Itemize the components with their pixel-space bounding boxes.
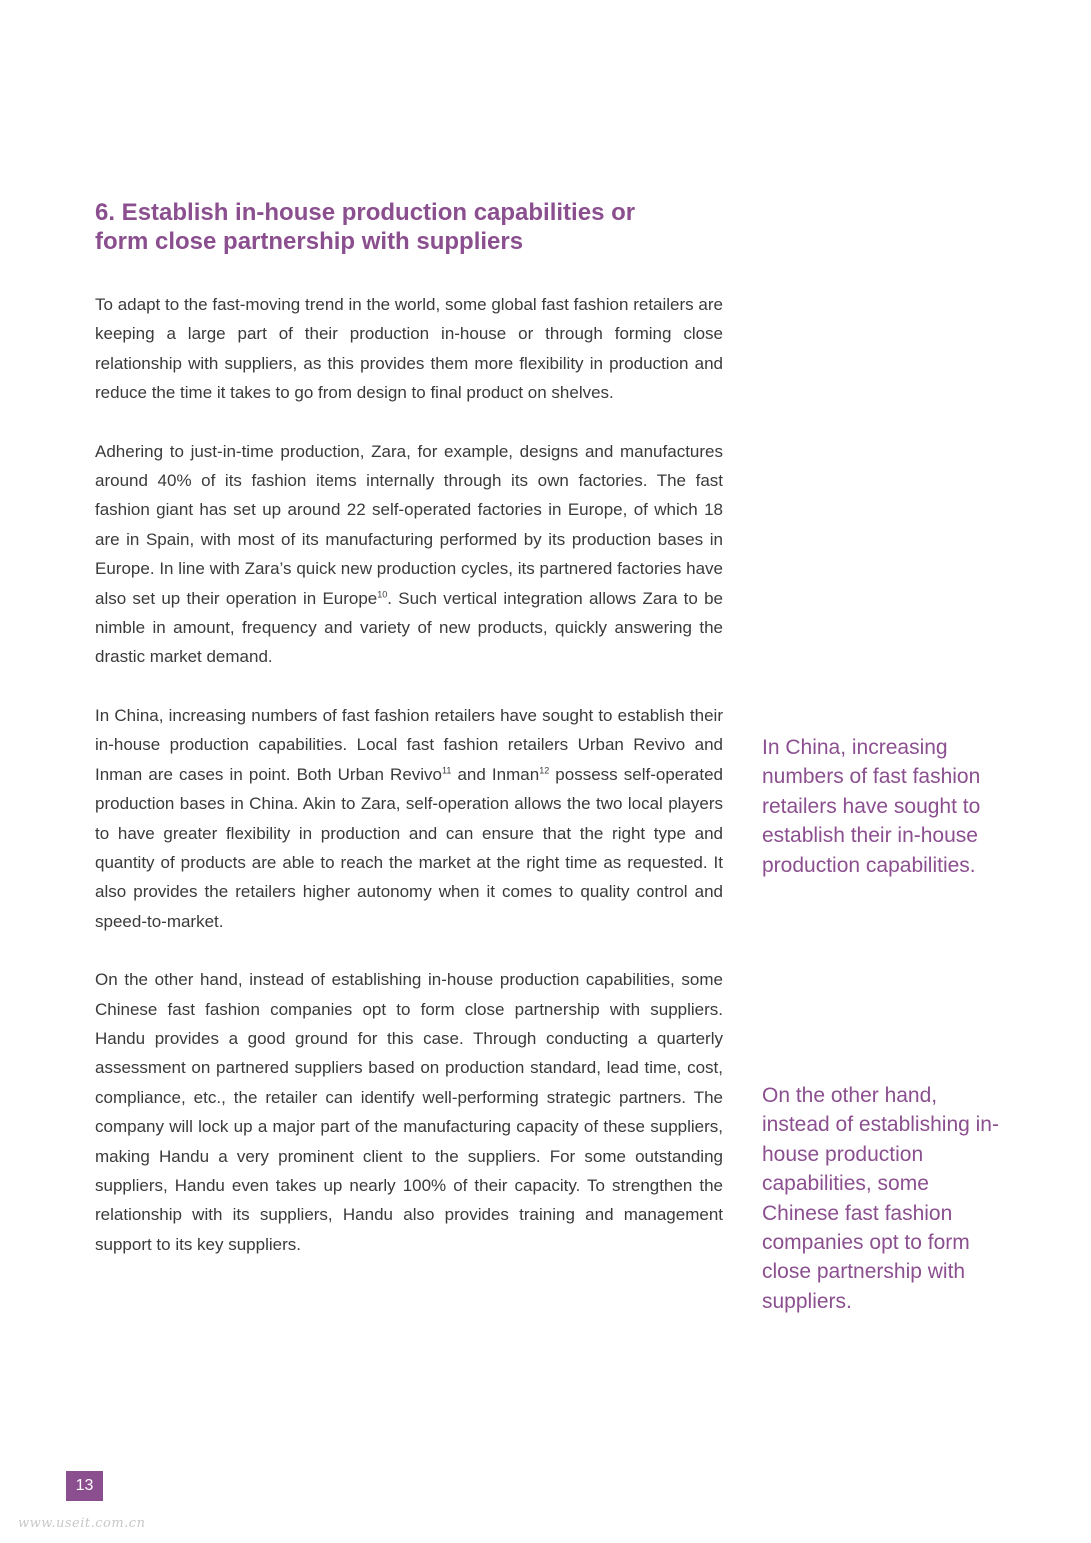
paragraph-intro: To adapt to the fast-moving trend in the world, some global fast fashion retailers are keeping a large part of their production in-house or through forming close relationship with suppliers, as this provides them more flexibility in production and reduce the time it takes to go from design to final product on shelves. [95, 295, 723, 403]
paragraph-zara-text-2: . Such vertical integration allows Zara to be nimble in amount, frequency and variety of new products, quickly answering the drastic market demand. [95, 588, 723, 667]
footnote-ref-12: 12 [539, 765, 550, 776]
paragraph-zara-text-1: Adhering to just-in-time production, Zara, for example, designs and manufactures around 40% of its fashion items internally through its own factories. The fast fashion giant has set up around 22 self-operated factories in Europe, of which 18 are in Spain, with most of its manufacturing performed by its production bases in Europe. In line with Zara’s quick new production cycles, its partnered factories have also set up their operation in Europe [95, 441, 723, 608]
body-column [95, 290, 723, 1288]
footnote-ref-10: 10 [377, 589, 388, 599]
paragraph-handu: On the other hand, instead of establishing in-house production capabilities, some Chinese fast fashion companies opt to form close partnership with suppliers. Handu provides a good ground for this case. Through conducting a quarterly assessment on partnered suppliers based on production standard, lead time, cost, compliance, etc., the retailer can identify well-performing strategic partners. The company will lock up a major part of the manufacturing capacity of these suppliers, making Handu a very prominent client to the suppliers. For some outstanding suppliers, Handu even takes up nearly 100% of their capacity. To strengthen the relationship with its suppliers, Handu also provides training and management support to its key suppliers. [95, 970, 723, 1254]
section-heading-line-1: 6. Establish in-house production capabilities or [95, 199, 636, 226]
paragraph-china-text-3: possess self-operated production bases in China. Akin to Zara, self-operation allows the two local players to have greater flexibility in production and can ensure that the right type and quantity of products are able to reach the market at the right time as requested. It also provides the retailers higher autonomy when it comes to quality control and speed-to-market. [95, 764, 724, 931]
footnote-ref-11: 11 [442, 765, 452, 776]
section-heading [95, 198, 735, 256]
paragraph-china [95, 701, 723, 936]
page-number-badge: 13 [66, 1471, 103, 1501]
pull-quote-partnership: On the other hand, instead of establishing in-house production capabilities, some Chinese fast fashion companies opt to form close partnership with suppliers. [762, 1084, 999, 1313]
paragraph-china-text-2: and Inman [451, 764, 540, 784]
section-heading-line-2: form close partnership with suppliers [95, 228, 524, 255]
paragraph-china-text-1: In China, increasing numbers of fast fashion retailers have sought to establish their in-house production capabilities. Local fast fashion retailers Urban Revivo and Inman are cases in point. Both Urban Revivo [95, 705, 723, 784]
pull-quote-china: In China, increasing numbers of fast fashion retailers have sought to establish their in-house production capabilities. [762, 736, 981, 877]
paragraph-zara [95, 437, 723, 672]
watermark: www.useit.com.cn [18, 1516, 146, 1531]
